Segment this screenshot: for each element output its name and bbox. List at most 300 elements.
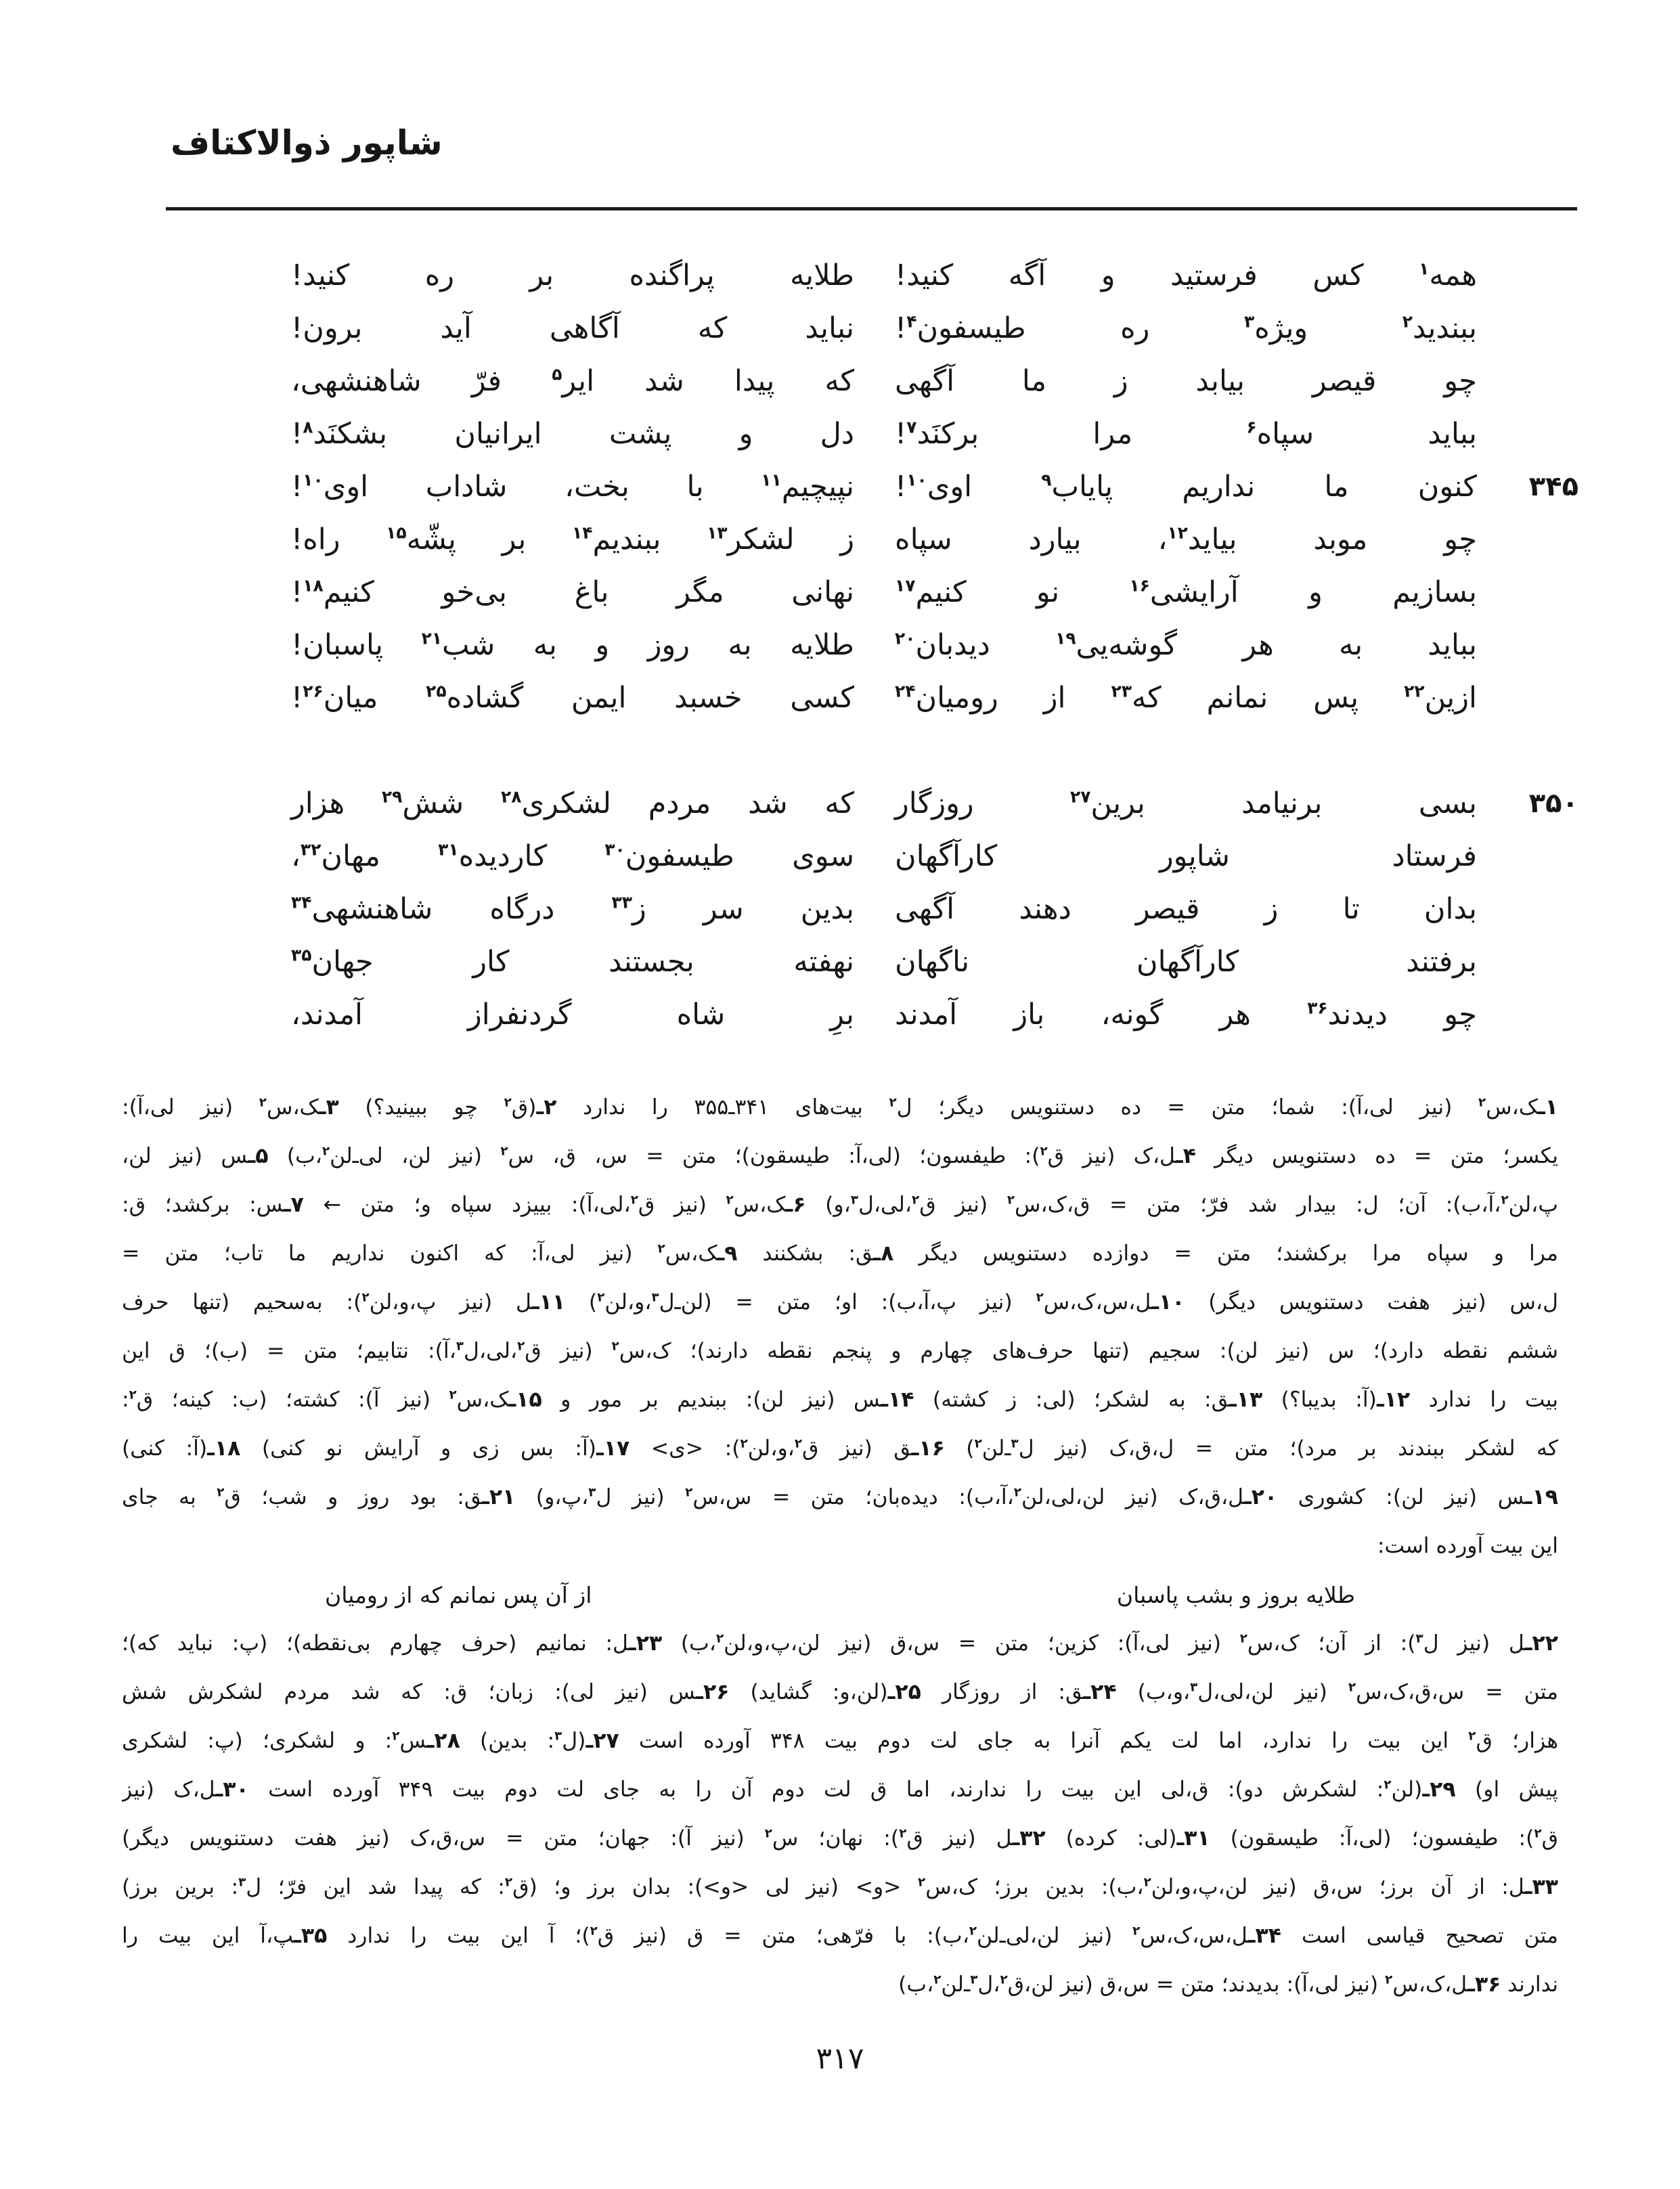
hemistich-right — [895, 311, 1477, 345]
word: مرا — [1092, 417, 1133, 451]
word: بی‌خو — [441, 575, 508, 609]
word: پس — [1313, 681, 1359, 715]
word: شاپور — [1159, 839, 1230, 873]
footnote-ref: ۳۴ — [291, 892, 312, 912]
footnote-number: ۷ـ — [283, 1193, 304, 1217]
word: شاهنشهی$^{۳۴}$ — [291, 892, 433, 926]
footnote-number: ۵ـ — [248, 1144, 269, 1168]
word: بیاید$^{۱۲}$، — [1157, 523, 1237, 556]
word: بدان — [1423, 892, 1477, 926]
word: بیابد — [1195, 364, 1245, 398]
footnote-number: ۳۶ـ — [1467, 1972, 1501, 1997]
couplet-row — [291, 883, 1578, 935]
word: ناگهان — [895, 945, 970, 979]
footnote-ref: ۲ — [504, 1095, 512, 1110]
footnote-ref: ۲ — [1000, 1972, 1008, 1987]
word: شاه — [676, 998, 726, 1032]
footnote-ref: ۳۲ — [300, 839, 322, 860]
word: برکنَد$^۷$! — [895, 417, 979, 451]
word: بسازیم — [1392, 575, 1477, 609]
word: شد — [748, 787, 788, 820]
footnote-ref: ۳ — [1415, 1631, 1423, 1646]
couplet-row — [291, 619, 1578, 671]
word: مردم — [648, 787, 711, 820]
word: آمدند، — [291, 998, 363, 1032]
apparatus-line: پیش او) ۲۹ـ(لن$^۲$: لشکرش دو): ق،لی این بیت را ندارند، اما ق لت دوم آن را به جای لت دوم بیت ۳۴۹ آورده است ۳۰ـل،ک (نیز — [122, 1777, 1558, 1802]
word: ایرانیان — [454, 417, 542, 451]
word: پشت — [609, 417, 672, 451]
hemistich-right — [895, 470, 1477, 504]
footnote-ref: ۱۹ — [1055, 628, 1076, 648]
footnote-ref: ۲ — [726, 1193, 734, 1208]
footnote-ref: ۲ — [912, 1193, 920, 1208]
word: به — [1339, 628, 1363, 662]
apparatus-line: یکسر؛ متن = ده دستنویس دیگر ۴ـل،ک (نیز ق$^۲$): طیفسون؛ (لی،آ: طیسقون)؛ متن = س، ق، س$^۲$ (نیز لن، لی‌ـ‌لن$^۲$،ب) ۵ـس (نیز لن، — [122, 1144, 1558, 1168]
word: برفتند — [1406, 945, 1477, 979]
apparatus-line: ۲۲ـل (نیز ل$^۳$): از آن؛ ک،س$^۲$ (نیز لی،آ): کزین؛ متن = س،ق (نیز لن،پ،و،لن$^۲$،ب) ۲۳ـل: نمانیم (حرف چهارم بی‌نقطه)؛ (پ: نباید که)؛ — [122, 1631, 1558, 1656]
footnote-number: ۲۳ـ — [628, 1631, 663, 1656]
word: بجستند — [609, 945, 694, 979]
word: آید — [440, 311, 472, 345]
footnote-number: ۲۷ـ — [585, 1729, 619, 1753]
quoted-hemistich-left: از آن پس نمانم که از رومیان — [325, 1581, 592, 1608]
apparatus-line: ۱ـک،س$^۲$ (نیز لی،آ): شما؛ متن = ده دستنویس دیگر؛ ل$^۲$ بیت‌های ۳۴۱ـ۳۵۵ را ندارد ۲ـ(ق$^۲$ چو ببینید؟) ۳ـک،س$^۲$ (نیز لی،آ): — [122, 1095, 1558, 1120]
footnote-ref: ۲ — [322, 1144, 330, 1159]
footnote-ref: ۲ — [1143, 1875, 1151, 1890]
apparatus-line: که لشکر ببندند بر مرد)؛ متن = ل،ق،ک (نیز ل$^۳$‌ـ‌لن$^۲$) ۱۶ـق (نیز ق$^۲$،و،لن$^۲$): <ی> ۱۷ـ(آ: بس زی و آرایش نو کنی) ۱۸ـ(آ: کنی) — [122, 1436, 1558, 1461]
hemistich-right — [895, 945, 1477, 979]
footnote-ref: ۲ — [933, 1972, 942, 1987]
couplet-row — [291, 988, 1578, 1041]
apparatus-line: مرا و سپاه مرا برکشند؛ متن = دوازده دستنویس دیگر ۸ـق: بشکنند ۹ـک،س$^۲$ (نیز لی،آ: که اکنون نداریم ما تاب؛ متن = — [122, 1241, 1558, 1266]
word: گشاده$^{۲۵}$ — [426, 681, 524, 715]
word: کنید! — [895, 259, 954, 292]
footnote-ref: ۱۲ — [1167, 523, 1188, 543]
word: نهانی — [791, 575, 854, 609]
footnote-ref: ۱۷ — [895, 575, 916, 596]
word: رومیان$^{۲۴}$ — [895, 681, 998, 715]
word: برنیامد — [1241, 787, 1323, 820]
hemistich-right — [895, 364, 1477, 398]
footnote-ref: ۱۵ — [386, 523, 407, 543]
apparatus-line: ششم نقطه دارد)؛ س (نیز لن): سجیم (تنها حرف‌های چهارم و پنجم نقطه دارند)؛ ک،س$^۲$ (نیز ق$^۲$،لی،ل$^۳$،آ): نتابیم؛ متن = (ب)؛ ق این — [122, 1339, 1558, 1363]
footnote-ref: ۲ — [1468, 1729, 1476, 1744]
hemistich-left — [291, 364, 854, 398]
word: طیسفون$^{۳۰}$ — [604, 839, 734, 873]
apparatus-line: ندارند ۳۶ـل،ک،س$^۲$ (نیز لی،آ): بدیدند؛ متن = س،ق (نیز لن،ق$^۲$،ل$^۳$‌ـ‌لن$^۲$،ب) — [898, 1972, 1558, 1997]
hemistich-left — [291, 892, 854, 926]
footnote-ref: ۳ — [554, 1729, 562, 1744]
word: کارآگهان — [1136, 945, 1239, 979]
word: بدین — [800, 892, 854, 926]
stanza-gap — [291, 724, 1578, 777]
footnote-ref: ۲ — [899, 1826, 907, 1841]
hemistich-left — [291, 998, 854, 1032]
word: آگه — [1008, 259, 1046, 292]
footnote-ref: ۲۳ — [1111, 681, 1132, 701]
footnote-ref: ۳ — [651, 1290, 659, 1305]
word: دهند — [1019, 892, 1071, 926]
footnote-ref: ۳ — [1011, 1436, 1019, 1451]
word: و — [1101, 259, 1115, 292]
footnote-ref: ۲ — [657, 1241, 665, 1256]
apparatus-line: پ،لن$^۲$،آ،ب): آن؛ ل: بیدار شد فرّ؛ متن = ق،ک،س$^۲$ (نیز ق$^۲$،لی،ل$^۳$،و) ۶ـک،س$^۲$ (نیز ق$^۲$،لی،آ): بییزد سپاه و؛ متن ← ۷ـس: برکشد؛ ق: — [122, 1193, 1558, 1217]
word: کنون — [1417, 470, 1477, 504]
word: کارآگهان — [895, 839, 998, 873]
footnote-ref: ۲ — [1348, 1680, 1356, 1695]
running-header: شاپور ذوالاکتاف — [171, 123, 443, 162]
footnote-number: ۴ـ — [1175, 1144, 1196, 1168]
word: ره — [1120, 311, 1150, 345]
couplet-row — [291, 566, 1578, 619]
footnote-ref: ۲ — [1478, 1095, 1486, 1110]
footnote-number: ۳۳ـ — [1524, 1875, 1558, 1899]
footnote-number: ۱۴ـ — [881, 1388, 914, 1412]
word: هر — [1242, 628, 1274, 662]
word: برِ — [830, 998, 854, 1032]
word: چو — [1444, 364, 1477, 398]
word: کنید! — [291, 259, 350, 292]
word: ازین$^{۲۲}$ — [1404, 681, 1477, 715]
apparatus-line: این بیت آورده است: — [1377, 1534, 1558, 1558]
footnote-ref: ۲ — [259, 1095, 267, 1110]
hemistich-right — [895, 417, 1477, 451]
footnote-ref: ۲ — [611, 1339, 619, 1354]
word: ما — [1324, 470, 1349, 504]
word: مهان$^{۳۲}$، — [291, 839, 380, 873]
footnote-number: ۱۲ـ — [1376, 1388, 1411, 1412]
word: درگاه — [489, 892, 555, 926]
apparatus-line: ق$^۲$): طیفسون؛ (لی،آ: طیسقون) ۳۱ـ(لی: کرده) ۳۲ـل (نیز ق$^۲$): نهان؛ س$^۲$ (نیز آ): جهان؛ متن = س،ق،ک (نیز هفت دستنویس دیگر) — [122, 1826, 1558, 1851]
word: ببندید$^۲$ — [1402, 311, 1477, 345]
footnote-ref: ۲ — [918, 1875, 926, 1890]
word: اوی$^{۱۰}$! — [895, 470, 973, 504]
footnote-ref: ۲۲ — [1404, 681, 1425, 701]
critical-apparatus — [122, 1083, 1558, 2009]
word: کار — [472, 945, 510, 979]
hemistich-left — [291, 417, 854, 451]
word: میان$^{۲۶}$! — [291, 681, 378, 715]
hemistich-left — [291, 839, 854, 873]
footnote-number: ۲۲ـ — [1524, 1631, 1558, 1656]
footnote-number: ۱ـ — [1537, 1095, 1558, 1120]
footnote-ref: ۲ — [969, 1924, 977, 1939]
footnote-ref: ۳ — [1190, 1680, 1198, 1695]
word: راه! — [291, 523, 340, 556]
footnote-ref: ۳ — [238, 1875, 246, 1890]
word: کس — [1312, 259, 1364, 292]
apparatus-quoted-verse — [122, 1570, 1558, 1619]
footnote-ref: ۱۴ — [572, 523, 593, 543]
word: دیدبان$^{۲۰}$ — [895, 628, 990, 662]
word: پایاب$^۹$ — [1041, 470, 1113, 504]
hemistich-right — [895, 523, 1477, 556]
hemistich-left — [291, 575, 854, 609]
word: هزار — [291, 787, 345, 820]
couplet-row — [291, 671, 1578, 724]
footnote-ref: ۵ — [552, 364, 562, 384]
footnote-number: ۱۷ـ — [596, 1436, 630, 1461]
word: شاداب — [425, 470, 508, 504]
footnote-ref: ۲ — [504, 1875, 513, 1890]
footnote-ref: ۴ — [906, 311, 917, 332]
footnote-ref: ۶ — [1246, 417, 1257, 437]
word: سپاه$^۶$ — [1246, 417, 1314, 451]
word: روز — [647, 628, 690, 662]
word: نمانم — [1206, 681, 1268, 715]
footnote-ref: ۸ — [303, 417, 313, 437]
footnote-ref: ۲ — [597, 1290, 605, 1305]
word: نهفته — [793, 945, 854, 979]
word: ز$^{۳۳}$ — [611, 892, 646, 926]
word: ایر$^۵$ — [552, 364, 595, 398]
footnote-number: ۳۴ـ — [1247, 1924, 1281, 1948]
word: نداریم — [1182, 470, 1256, 504]
hemistich-left — [291, 470, 854, 504]
page-number: ۳۱۷ — [816, 2041, 864, 2076]
footnote-number: ۱۳ـ — [1229, 1388, 1263, 1412]
footnote-number: ۹ـ — [717, 1241, 738, 1266]
word: ببندیم$^{۱۴}$ — [572, 523, 661, 556]
couplet-row — [291, 935, 1578, 988]
footnote-number: ۶ـ — [785, 1193, 806, 1217]
hemistich-right — [895, 575, 1477, 609]
footnote-ref: ۱۰ — [303, 470, 324, 490]
word: بیارد — [1028, 523, 1082, 556]
footnote-number: ۲۶ـ — [696, 1680, 730, 1704]
footnote-number: ۸ـ — [873, 1241, 894, 1266]
word: آگهی — [895, 892, 955, 926]
word: ویژه$^۳$ — [1243, 311, 1308, 345]
footnote-ref: ۲۱ — [421, 628, 443, 648]
word: به — [728, 628, 752, 662]
footnote-ref: ۲ — [1132, 1924, 1141, 1939]
word: بباید — [1428, 628, 1477, 662]
word: سپاه — [895, 523, 952, 556]
word: دیدند$^{۳۶}$ — [1307, 998, 1388, 1032]
footnote-ref: ۲ — [1402, 311, 1413, 332]
word: دل — [820, 417, 854, 451]
verse-number: ۳۴۵ — [1528, 471, 1578, 502]
footnote-ref: ۲ — [1384, 1777, 1392, 1792]
footnote-ref: ۲ — [974, 1436, 982, 1451]
footnote-ref: ۲ — [590, 1924, 598, 1939]
footnote-ref: ۲ — [630, 1193, 638, 1208]
apparatus-line: متن = س،ق،ک،س$^۲$ (نیز لن،لی،ل$^۳$،و،ب) ۲۴ـق: از روزگار ۲۵ـ(لن،و: گشاید) ۲۶ـس (نیز لی): زبان؛ ق: که شد مردم لشکرش شش — [122, 1680, 1558, 1704]
word: که — [824, 787, 854, 820]
footnote-number: ۲۵ـ — [887, 1680, 921, 1704]
word: سر — [703, 892, 744, 926]
footnote-number: ۳۲ـ — [1012, 1826, 1046, 1851]
word: فرستید — [1170, 259, 1258, 292]
footnote-ref: ۳ — [588, 1485, 596, 1500]
hemistich-right — [895, 681, 1477, 715]
word: و — [738, 417, 753, 451]
word: گونه، — [1101, 998, 1164, 1032]
footnote-ref: ۲ — [517, 1339, 525, 1354]
footnote-ref: ۳۰ — [604, 839, 625, 860]
hemistich-left — [291, 945, 854, 979]
footnote-number: ۱۸ـ — [207, 1436, 241, 1461]
word: آگهی — [895, 364, 955, 398]
word: شش$^{۲۹}$ — [381, 787, 464, 820]
hemistich-left — [291, 628, 854, 662]
word: گوشه‌یی$^{۱۹}$ — [1055, 628, 1178, 662]
footnote-ref: ۲ — [1040, 1144, 1048, 1159]
word: خسبد — [674, 681, 743, 715]
word: که — [824, 364, 854, 398]
footnote-ref: ۲ — [1036, 1290, 1044, 1305]
footnote-ref: ۲ — [1385, 1972, 1393, 1987]
footnote-ref: ۲ — [361, 1290, 370, 1305]
footnote-ref: ۲ — [889, 1095, 897, 1110]
footnote-number: ۱۰ـ — [1151, 1290, 1185, 1314]
footnote-number: ۱۵ـ — [508, 1388, 542, 1412]
apparatus-line: متن تصحیح قیاسی است ۳۴ـل،س،ک،س$^۲$ (نیز لن،لی‌ـ‌لن$^۲$،ب): با فرّهی؛ متن = ق (نیز ق$^۲$)؛ آ این بیت را ندارد ۳۵ـپ،آ این بیت را — [122, 1924, 1558, 1948]
word: طلایه — [790, 259, 854, 292]
footnote-ref: ۲ — [1013, 1485, 1021, 1500]
apparatus-line: بیت را ندارد ۱۲ـ(آ: بدیبا؟) ۱۳ـق: به لشکر؛ (لی: ز کشته) ۱۴ـس (نیز لن): ببندیم بر مور و ۱۵ـک،س$^۲$ (نیز آ): کشته؛ (ب: کینه؛ ق$^۲$: — [122, 1388, 1558, 1412]
footnote-ref: ۱۱ — [761, 470, 782, 490]
footnote-ref: ۲ — [449, 1388, 457, 1402]
footnote-number: ۱۶ـ — [911, 1436, 945, 1461]
word: بشکنَد$^۸$! — [291, 417, 388, 451]
hemistich-left — [291, 259, 854, 292]
word: طیسفون$^۴$! — [895, 311, 1026, 345]
footnote-ref: ۳ — [456, 1339, 464, 1354]
footnote-ref: ۲ — [1007, 1193, 1015, 1208]
hemistich-left — [291, 523, 854, 556]
hemistich-right — [895, 839, 1477, 873]
footnote-ref: ۲۹ — [381, 787, 403, 807]
word: کسی — [790, 681, 854, 715]
word: اوی$^{۱۰}$! — [291, 470, 369, 504]
word: با — [686, 470, 704, 504]
footnote-number: ۲۰ـ — [1243, 1485, 1278, 1509]
word: ز — [840, 523, 854, 556]
footnote-ref: ۲ — [764, 1826, 772, 1841]
word: بخت، — [565, 470, 629, 504]
word: باز — [1013, 998, 1045, 1032]
footnote-number: ۲۸ـ — [426, 1729, 460, 1753]
footnote-ref: ۲۷ — [1069, 787, 1091, 807]
word: بسی — [1418, 787, 1477, 820]
footnote-number: ۱۱ـ — [531, 1290, 566, 1314]
word: شاهنشهی، — [291, 364, 422, 398]
word: کنیم$^{۱۸}$! — [291, 575, 374, 609]
couplet-row — [291, 830, 1578, 883]
word: که$^{۲۳}$ — [1111, 681, 1162, 715]
footnote-number: ۱۹ـ — [1524, 1485, 1558, 1509]
footnote-ref: ۲ — [715, 1631, 724, 1646]
footnote-ref: ۲ — [217, 1485, 225, 1500]
word: قیصر — [1135, 892, 1200, 926]
footnote-ref: ۱۰ — [906, 470, 927, 490]
footnote-ref: ۲ — [1239, 1631, 1247, 1646]
word: ره — [424, 259, 454, 292]
footnote-number: ۳۱ـ — [1176, 1826, 1210, 1851]
word: که — [697, 311, 728, 345]
word: بر — [502, 523, 527, 556]
footnote-ref: ۹ — [1041, 470, 1052, 490]
footnote-number: ۲ـ — [536, 1095, 557, 1120]
apparatus-line: ۱۹ـس (نیز لن): کشوری ۲۰ـل،ق،ک (نیز لن،لی،لن$^۲$،آ،ب): دیده‌بان؛ متن = س،س$^۲$ (نیز ل$^۳$،پ،و) ۲۱ـق: بود روز و شب؛ ق$^۲$ به جای — [122, 1485, 1558, 1509]
word: لشکر$^{۱۳}$ — [707, 523, 795, 556]
word: و — [1308, 575, 1323, 609]
word: کنیم$^{۱۷}$ — [895, 575, 967, 609]
footnote-number: ۲۱ـ — [482, 1485, 516, 1509]
footnote-ref: ۳۳ — [611, 892, 632, 912]
footnote-ref: ۳۵ — [291, 945, 312, 965]
footnote-ref: ۱۳ — [707, 523, 728, 543]
word: کاردیده$^{۳۱}$ — [438, 839, 548, 873]
header-rule — [166, 207, 1577, 211]
word: ز — [1113, 364, 1128, 398]
word: شد — [644, 364, 684, 398]
couplet-row — [291, 777, 1578, 830]
apparatus-line: ل،س (نیز هفت دستنویس دیگر) ۱۰ـل،س،ک،س$^۲$ (نیز پ،آ،ب): او؛ متن = (لن‌ـ‌ل$^۳$،و،لن$^۲$) ۱۱ـل (نیز پ،و،لن$^۲$): به‌سحیم (تنها حرف — [122, 1290, 1558, 1314]
footnote-ref: ۲۵ — [426, 681, 447, 701]
word: همه$^۱$ — [1419, 259, 1477, 292]
word: نو — [1036, 575, 1060, 609]
quoted-hemistich-right: طلایه بروز و بشب پاسبان — [1116, 1581, 1355, 1608]
footnote-ref: ۱۶ — [1129, 575, 1150, 596]
word: موبد — [1313, 523, 1368, 556]
word: طلایه — [790, 628, 854, 662]
word: ز — [1264, 892, 1279, 926]
footnote-ref: ۳۱ — [438, 839, 459, 860]
word: پیدا — [734, 364, 775, 398]
word: نپیچیم$^{۱۱}$ — [761, 470, 854, 504]
word: روزگار — [895, 787, 974, 820]
word: پاسبان! — [291, 628, 384, 662]
footnote-ref: ۲ — [500, 1144, 508, 1159]
hemistich-right — [895, 892, 1477, 926]
footnote-number: ۳ـ — [318, 1095, 339, 1120]
word: مگر — [676, 575, 724, 609]
word: هر — [1219, 998, 1251, 1032]
footnote-ref: ۲ — [1501, 1193, 1509, 1208]
hemistich-left — [291, 787, 854, 820]
word: ما — [1021, 364, 1047, 398]
couplet-row — [291, 460, 1578, 513]
word: چو — [1444, 998, 1477, 1032]
footnote-ref: ۳ — [850, 1193, 858, 1208]
footnote-ref: ۳ — [1243, 311, 1255, 332]
verse-number: ۳۵۰ — [1528, 788, 1578, 819]
footnote-ref: ۳ — [970, 1972, 978, 1987]
footnote-ref: ۲ — [794, 1436, 802, 1451]
word: برون! — [291, 311, 363, 345]
footnote-number: ۳۰ـ — [215, 1777, 249, 1802]
word: جهان$^{۳۵}$ — [291, 945, 374, 979]
footnote-ref: ۲ — [740, 1436, 748, 1451]
footnote-ref: ۳۶ — [1307, 998, 1328, 1018]
hemistich-left — [291, 311, 854, 345]
word: سوی — [792, 839, 854, 873]
word: از — [1043, 681, 1066, 715]
apparatus-line: هزار؛ ق$^۲$ این بیت را ندارد، اما لت یکم آنرا به جای لت دوم بیت ۳۴۸ آورده است ۲۷ـ(ل$^۳$: بدین) ۲۸ـس$^۲$: و لشکری؛ (پ: لشکری — [122, 1729, 1558, 1753]
couplet-row — [291, 355, 1578, 407]
word: بر — [529, 259, 554, 292]
footnote-ref: ۲۸ — [500, 787, 522, 807]
word: به — [533, 628, 557, 662]
footnote-ref: ۲ — [685, 1485, 693, 1500]
footnote-ref: ۲ — [129, 1388, 137, 1402]
word: چو — [1444, 523, 1477, 556]
word: قیصر — [1312, 364, 1377, 398]
word: تا — [1342, 892, 1360, 926]
